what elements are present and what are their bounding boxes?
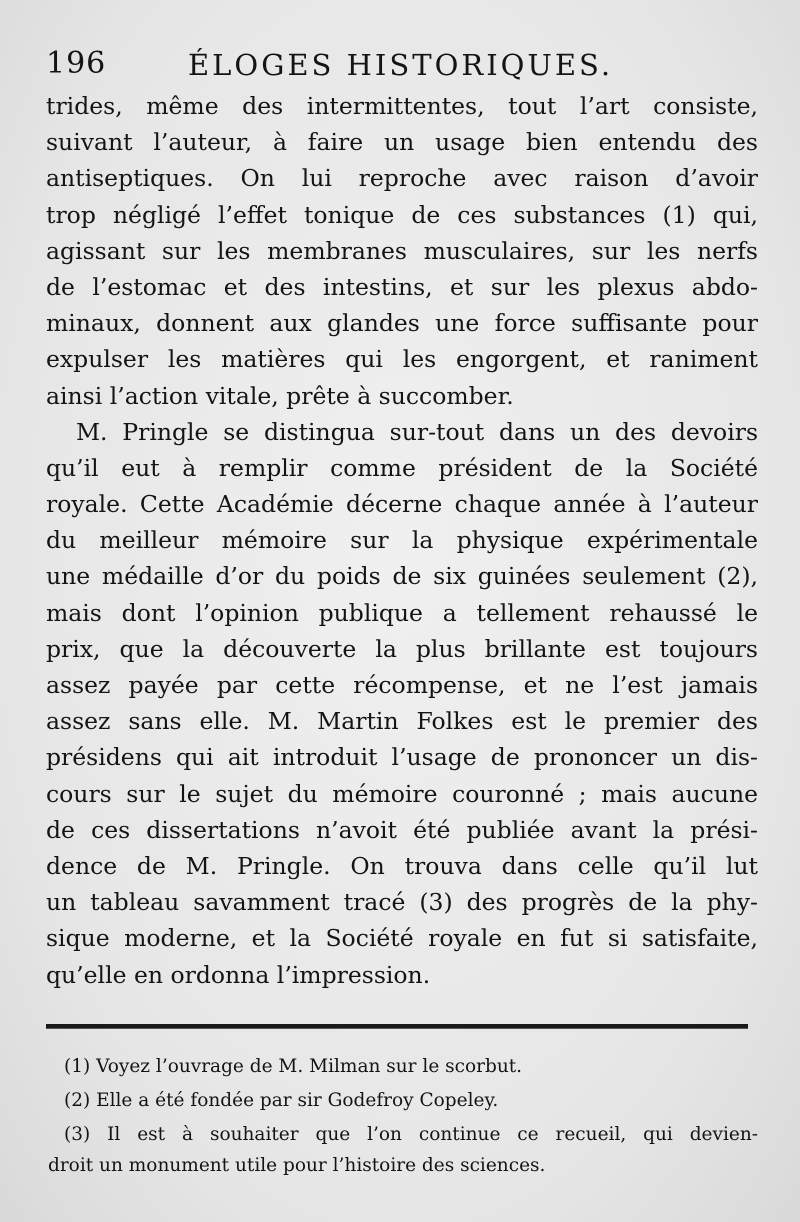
text-line: sique moderne, et la Société royale en fut si satisfaite, xyxy=(46,924,758,953)
body-text xyxy=(46,88,758,993)
text-line: M. Pringle se distingua sur-tout dans un des devoirs xyxy=(76,417,758,446)
footnote-1: (1) Voyez l’ouvrage de M. Milman sur le scorbut. xyxy=(64,1056,523,1077)
footnote-divider xyxy=(46,1024,748,1029)
text-line: de ces dissertations n’avoit été publiée avant la prési- xyxy=(46,815,758,844)
text-line: un tableau savamment tracé (3) des progrès de la phy- xyxy=(46,888,758,917)
text-line: qu’il eut à remplir comme président de la Société xyxy=(46,453,758,482)
text-line: agissant sur les membranes musculaires, sur les nerfs xyxy=(46,236,758,265)
text-line: dence de M. Pringle. On trouva dans celle qu’il lut xyxy=(46,851,758,880)
footnote-3-continued: droit un monument utile pour l’histoire des sciences. xyxy=(48,1155,546,1176)
text-line: du meilleur mémoire sur la physique expérimentale xyxy=(46,526,758,555)
text-line: assez payée par cette récompense, et ne l’est jamais xyxy=(46,671,758,699)
text-line: expulser les matières qui les engorgent, et raniment xyxy=(46,345,758,374)
text-line: assez sans elle. M. Martin Folkes est le premier des xyxy=(46,707,758,736)
text-line: antiseptiques. On lui reproche avec raison d’avoir xyxy=(46,164,758,193)
footnote-3: (3) Il est à souhaiter que l’on continue ce recueil, qui devien- xyxy=(64,1124,758,1145)
text-line: cours sur le sujet du mémoire couronné ; mais aucune xyxy=(46,779,758,808)
footnotes xyxy=(48,1050,758,1182)
text-line: trides, même des intermittentes, tout l’art consiste, xyxy=(46,92,758,120)
text-line: présidens qui ait introduit l’usage de prononcer un dis- xyxy=(46,743,758,772)
text-line: prix, que la découverte la plus brillante est toujours xyxy=(46,634,758,663)
text-line: ainsi l’action vitale, prête à succomber. xyxy=(46,381,514,410)
running-head xyxy=(46,46,756,86)
text-line: trop négligé l’effet tonique de ces substances (1) qui, xyxy=(46,200,758,229)
footnote-2: (2) Elle a été fondée par sir Godefroy Copeley. xyxy=(64,1090,499,1111)
text-line: de l’estomac et des intestins, et sur les plexus abdo- xyxy=(46,272,758,301)
text-line: qu’elle en ordonna l’impression. xyxy=(46,960,431,989)
text-line: mais dont l’opinion publique a tellement rehaussé le xyxy=(46,598,758,627)
running-title: ÉLOGES HISTORIQUES. xyxy=(188,48,614,82)
text-line: minaux, donnent aux glandes une force suffisante pour xyxy=(46,309,758,338)
text-line: royale. Cette Académie décerne chaque année à l’auteur xyxy=(46,490,758,519)
text-line: une médaille d’or du poids de six guinées seulement (2), xyxy=(46,562,758,591)
page-number: 196 xyxy=(46,46,107,81)
text-line: suivant l’auteur, à faire un usage bien entendu des xyxy=(46,128,758,157)
